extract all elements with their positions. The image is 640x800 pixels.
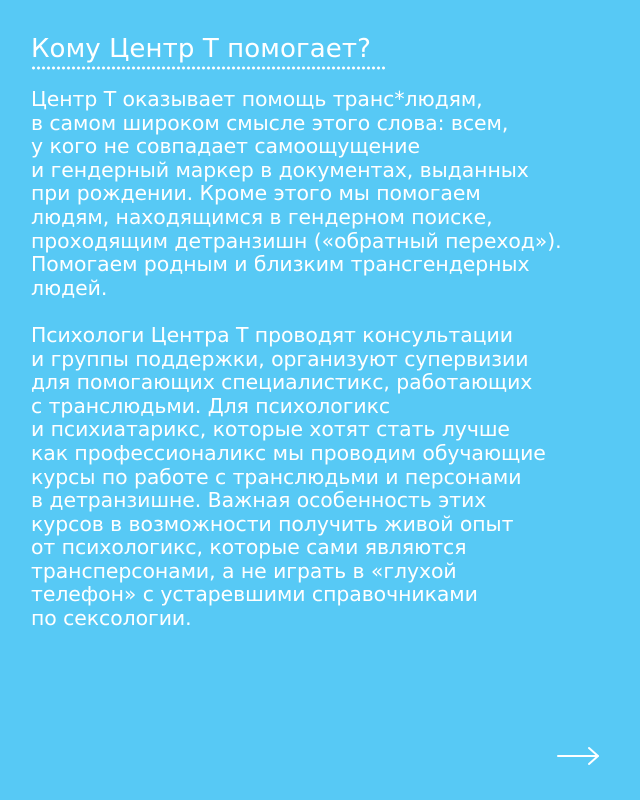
paragraph-psychologists (31, 324, 621, 631)
text-line: телефон» с устаревшими справочниками (31, 582, 478, 607)
next-button[interactable] (556, 744, 602, 768)
text-line: с транслюдьми. Для психологикс (31, 393, 391, 418)
text-line: людей. (31, 275, 108, 300)
text-line: и группы поддержки, организуют супервизии (31, 346, 529, 371)
text-line: Центр Т оказывает помощь транс*людям, (31, 87, 483, 111)
text-line: и гендерный маркер в документах, выданных (31, 157, 529, 182)
text-line: людям, находящимся в гендерном поиске, (31, 204, 493, 229)
text-line: от психологикс, которые сами являются (31, 535, 467, 560)
text-line: как профессионаликс мы проводим обучающие (31, 440, 546, 465)
page-title: Кому Центр Т помогает? (31, 34, 372, 64)
text-line: при рождении. Кроме этого мы помогаем (31, 181, 481, 206)
body-text (31, 88, 621, 631)
arrow-right-icon (556, 744, 602, 768)
text-line: трансперсонами, а не играть в «глухой (31, 558, 457, 583)
text-line: Помогаем родным и близким трансгендерных (31, 252, 530, 277)
text-line: проходящим детранзишн («обратный переход»). (31, 228, 562, 253)
paragraph-who-we-help (31, 88, 621, 300)
text-line: в самом широком смысле этого слова: всем, (31, 110, 509, 135)
dotted-underline (31, 66, 385, 70)
text-line: в детранзишне. Важная особенность этих (31, 488, 487, 513)
text-line: и психиатарикс, которые хотят стать лучше (31, 417, 510, 442)
text-line: Психологи Центра Т проводят консультации (31, 322, 513, 347)
text-line: курсов в возможности получить живой опыт (31, 511, 514, 536)
text-line: для помогающих специалистикс, работающих (31, 370, 533, 395)
text-line: курсы по работе с транслюдьми и персонами (31, 464, 522, 489)
text-line: у кого не совпадает самоощущение (31, 134, 420, 159)
text-line: по сексологии. (31, 606, 192, 631)
